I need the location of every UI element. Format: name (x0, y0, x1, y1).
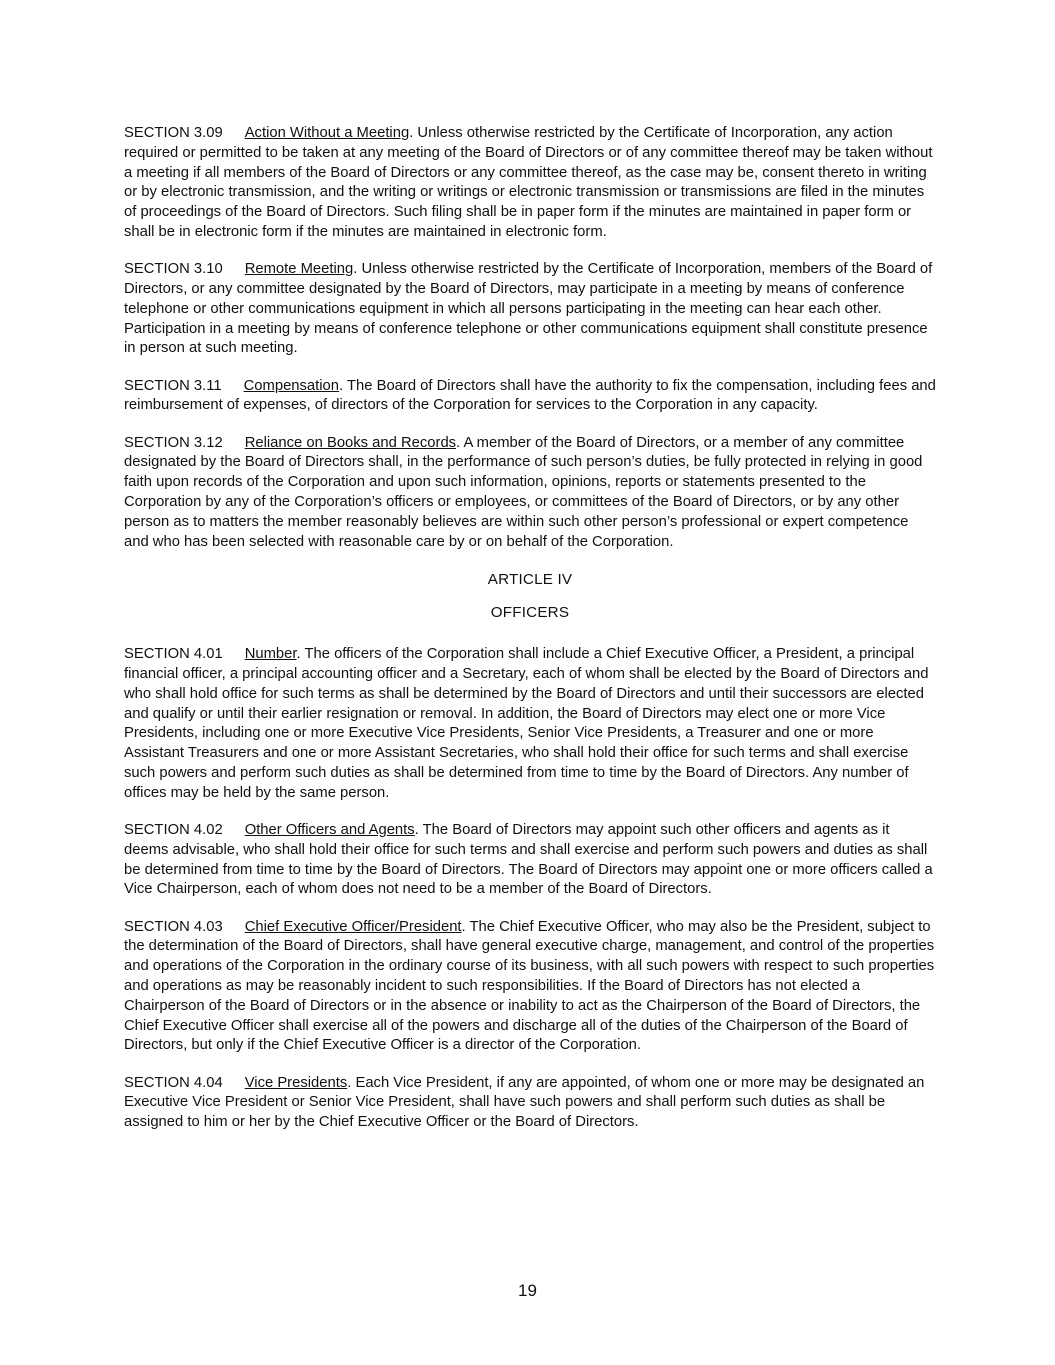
section-text: . Each Vice President, if any are appointed, of whom one or more may be designated an Executive Vice President or Senior Vice President, shall have such powers and shall perform such duties as shall be assigned to him or her by the Chief Executive Officer or the Board of Directors. (124, 1074, 925, 1131)
section-title: Number (244, 646, 297, 663)
section-title: Compensation (243, 377, 340, 394)
section-number: SECTION 3.11 (124, 377, 222, 394)
article-label: ARTICLE IV (487, 570, 573, 588)
section-3-11 (124, 377, 936, 417)
section-title: Reliance on Books and Records (244, 434, 457, 451)
section-4-01 (124, 645, 936, 803)
section-text: . Unless otherwise restricted by the Certificate of Incorporation, any action required or permitted to be taken at any meeting of the Board of Directors or of any committee thereof may be taken without a meeting if all members of the Board of Directors or any committee thereof, as the case may be, consent thereto in writing or by electronic transmission, and the writing or writings or electronic transmission or transmissions are filed in the minutes of proceedings of the Board of Directors. Such filing shall be in paper form if the minutes are maintained in paper form or shall be in electronic form if the minutes are maintained in electronic form. (124, 125, 933, 240)
section-4-02 (124, 821, 936, 900)
section-text: . A member of the Board of Directors, or a member of any committee designated by the Board of Directors shall, in the performance of such person’s duties, be fully protected in relying in good faith upon records of the Corporation and upon such information, opinions, reports or statements presented to the Corporation by any of the Corporation’s officers or employees, or committees of the Board of Directors, or by any other person as to matters the member reasonably believes are within such other person’s professional or expert competence and who has been selected with reasonable care by or on behalf of the Corporation. (124, 434, 923, 550)
section-number: SECTION 4.03 (124, 918, 223, 935)
section-number: SECTION 4.01 (124, 646, 223, 663)
section-text: . The Board of Directors shall have the authority to fix the compensation, including fees and reimbursement of expenses, of directors of the Corporation for services to the Corporation in any capacity. (124, 377, 936, 414)
section-text: . The Board of Directors may appoint such other officers and agents as it deems advisable, who shall hold their office for such terms and shall exercise and perform such powers and duties as shall be determined from time to time by the Board of Directors. The Board of Directors may appoint one or more officers called a Vice Chairperson, each of whom does not need to be a member of the Board of Directors. (124, 822, 933, 898)
section-title: Remote Meeting (244, 261, 354, 278)
section-4-04 (124, 1074, 936, 1133)
section-text: . The Chief Executive Officer, who may also be the President, subject to the determination of the Board of Directors, shall have general executive charge, management, and control of the properties and operations of the Corporation in the ordinary course of its business, with all such powers with respect to such properties and operations as may be reasonably incident to such responsibilities. If the Board of Directors has not elected a Chairperson of the Board of Directors or in the absence or inability to act as the Chairperson of the Board of Directors, the Chief Executive Officer shall exercise all of the powers and discharge all of the duties of the Chairperson of the Board of Directors, but only if the Chief Executive Officer is a director of the Corporation. (124, 918, 935, 1054)
section-title: Vice Presidents (244, 1074, 348, 1091)
section-3-10 (124, 260, 936, 359)
section-number: SECTION 4.02 (124, 822, 223, 839)
section-4-03 (124, 918, 936, 1057)
article-heading: OFFICERS (490, 603, 570, 621)
page-number: 19 (518, 1281, 537, 1300)
section-title: Other Officers and Agents (244, 822, 415, 839)
section-text: . Unless otherwise restricted by the Certificate of Incorporation, members of the Board of Directors, or any committee designated by the Board of Directors, may participate in a meeting by means of conference telephone or other communications equipment in which all persons participating in the meeting can hear each other. Participation in a meeting by means of conference telephone or other communications equipment shall constitute presence in person at such meeting. (124, 261, 933, 357)
section-number: SECTION 3.12 (124, 434, 223, 451)
section-3-09 (124, 124, 936, 243)
section-number: SECTION 4.04 (124, 1074, 223, 1091)
section-title: Action Without a Meeting (244, 125, 410, 141)
document-page (124, 124, 936, 1150)
section-number: SECTION 3.09 (124, 125, 223, 141)
section-3-12 (124, 434, 936, 553)
section-title: Chief Executive Officer/President (244, 918, 462, 935)
section-text: . The officers of the Corporation shall include a Chief Executive Officer, a President, a principal financial officer, a principal accounting officer and a Secretary, each of whom shall be elected by the Board of Directors and who shall hold office for such terms as shall be determined by the Board of Directors and until their successors are elected and qualify or until their earlier resignation or removal. In addition, the Board of Directors may elect one or more Vice Presidents, including one or more Executive Vice Presidents, Senior Vice Presidents, a Treasurer and one or more Assistant Treasurers and one or more Assistant Secretaries, who shall hold their office for such terms and shall exercise such powers and perform such duties as shall be determined from time to time by the Board of Directors. Any number of offices may be held by the same person. (124, 646, 929, 801)
section-number: SECTION 3.10 (124, 261, 223, 278)
